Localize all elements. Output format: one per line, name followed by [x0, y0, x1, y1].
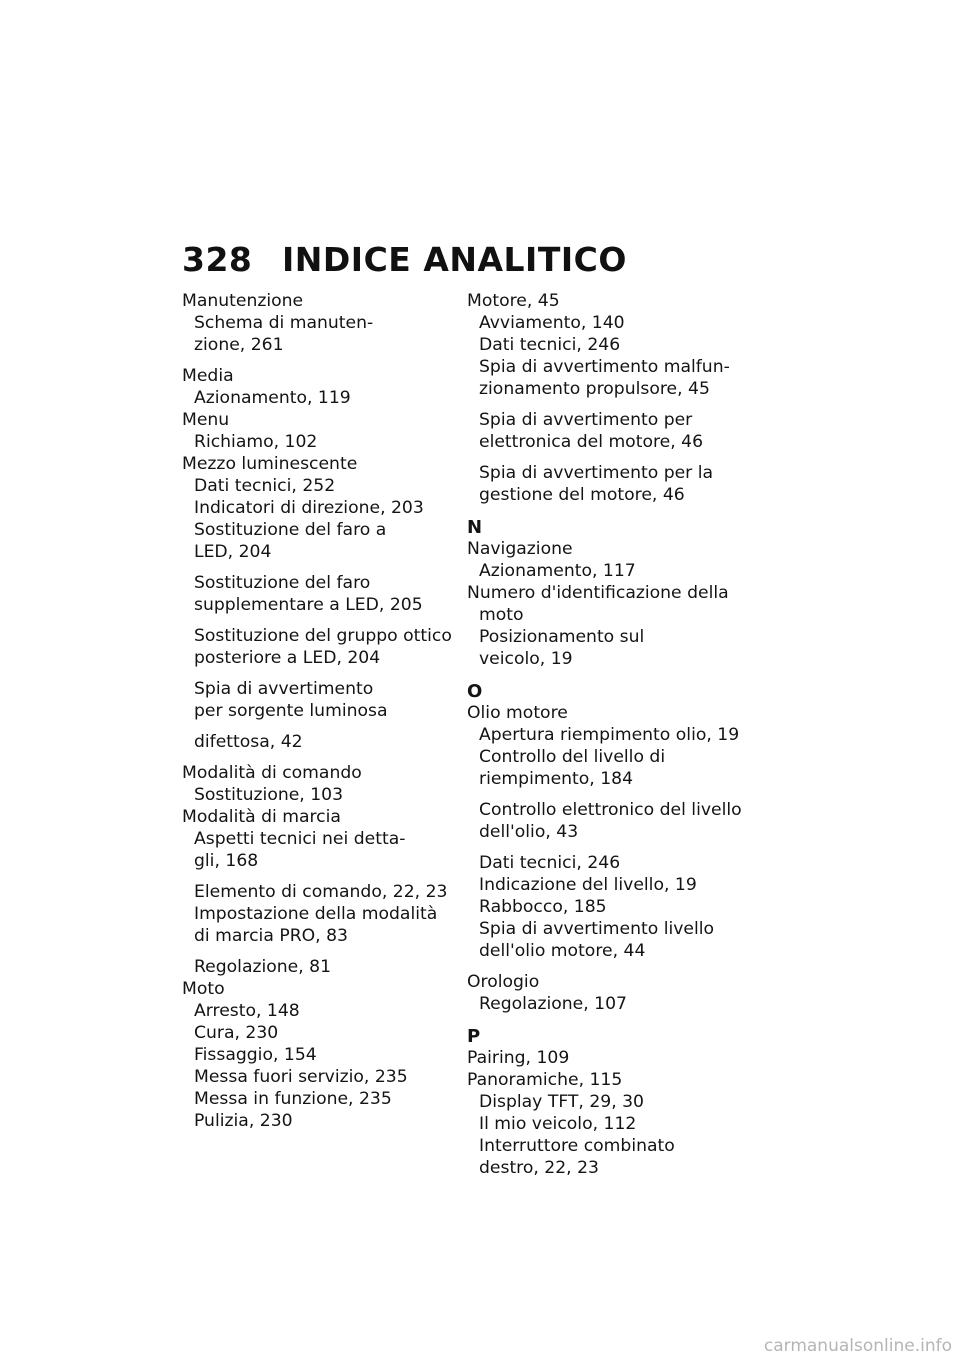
- index-entry: Orologio: [467, 972, 540, 992]
- index-subentry: Dati tecnici, 246: [479, 335, 621, 355]
- index-subentry: Dati tecnici, 246: [479, 853, 621, 873]
- page-header: [182, 240, 627, 279]
- index-subentry: riempimento, 184: [479, 769, 634, 789]
- index-subentry: Posizionamento sul: [479, 627, 645, 647]
- index-entry: Moto: [182, 979, 225, 999]
- index-entry: Olio motore: [467, 703, 568, 723]
- index-subentry: gli, 168: [194, 851, 259, 871]
- index-subentry: Cura, 230: [194, 1023, 279, 1043]
- index-subentry: Indicazione del livello, 19: [479, 875, 697, 895]
- index-subentry: Indicatori di direzione, 203: [194, 498, 424, 518]
- index-subentry: Avviamento, 140: [479, 313, 625, 333]
- index-subentry: Sostituzione del gruppo ottico: [194, 626, 452, 646]
- index-entry: Motore, 45: [467, 291, 560, 311]
- index-subentry: Azionamento, 117: [479, 561, 636, 581]
- index-subentry: zione, 261: [194, 335, 284, 355]
- index-subentry: Interruttore combinato: [479, 1136, 675, 1156]
- index-subentry: dell'olio, 43: [479, 822, 579, 842]
- index-entry: Manutenzione: [182, 291, 304, 311]
- index-subentry: di marcia PRO, 83: [194, 926, 348, 946]
- index-subentry: Pulizia, 230: [194, 1111, 293, 1131]
- index-entry: Panoramiche, 115: [467, 1070, 623, 1090]
- index-subentry: elettronica del motore, 46: [479, 432, 704, 452]
- index-subentry: Rabbocco, 185: [479, 897, 607, 917]
- index-subentry: Azionamento, 119: [194, 388, 351, 408]
- index-subentry: Il mio veicolo, 112: [479, 1114, 637, 1134]
- section-letter: P: [467, 1026, 481, 1047]
- index-subentry: Spia di avvertimento: [194, 679, 374, 699]
- index-entry: Modalità di comando: [182, 763, 362, 783]
- index-subentry: moto: [479, 605, 524, 625]
- index-entry: Menu: [182, 410, 230, 430]
- index-subentry: Impostazione della modalità: [194, 904, 438, 924]
- watermark: carmanualsonline.info: [763, 1336, 952, 1356]
- index-subentry: Sostituzione del faro: [194, 573, 371, 593]
- page-title: INDICE ANALITICO: [282, 240, 627, 279]
- index-subentry: Controllo elettronico del livello: [479, 800, 742, 820]
- index-subentry: Display TFT, 29, 30: [479, 1092, 644, 1112]
- index-subentry: Messa in funzione, 235: [194, 1089, 392, 1109]
- index-subentry: Spia di avvertimento per la: [479, 463, 714, 483]
- index-subentry: Regolazione, 107: [479, 994, 627, 1014]
- index-subentry: zionamento propulsore, 45: [479, 379, 710, 399]
- index-entry: Navigazione: [467, 539, 573, 559]
- index-subentry: Regolazione, 81: [194, 957, 332, 977]
- index-column-left: [182, 292, 452, 1131]
- index-subentry: difettosa, 42: [194, 732, 303, 752]
- index-entry: Media: [182, 366, 234, 386]
- index-subentry: Sostituzione, 103: [194, 785, 344, 805]
- index-entry: Pairing, 109: [467, 1048, 570, 1068]
- index-subentry: Sostituzione del faro a: [194, 520, 387, 540]
- index-subentry: Spia di avvertimento malfun-: [479, 357, 730, 377]
- index-subentry: destro, 22, 23: [479, 1158, 599, 1178]
- index-subentry: LED, 204: [194, 542, 272, 562]
- index-subentry: Aspetti tecnici nei detta-: [194, 829, 406, 849]
- index-subentry: Elemento di comando, 22, 23: [194, 882, 448, 902]
- index-subentry: Apertura riempimento olio, 19: [479, 725, 740, 745]
- index-entry: Modalità di marcia: [182, 807, 341, 827]
- index-subentry: Fissaggio, 154: [194, 1045, 317, 1065]
- section-letter: N: [467, 517, 483, 538]
- index-subentry: Schema di manuten-: [194, 313, 374, 333]
- index-entry: Numero d'identificazione della: [467, 583, 729, 603]
- index-subentry: veicolo, 19: [479, 649, 573, 669]
- index-subentry: dell'olio motore, 44: [479, 941, 646, 961]
- index-subentry: Messa fuori servizio, 235: [194, 1067, 408, 1087]
- page-number: 328: [182, 240, 253, 279]
- index-column-right: [467, 292, 757, 1178]
- index-subentry: posteriore a LED, 204: [194, 648, 381, 668]
- index-subentry: Spia di avvertimento per: [479, 410, 693, 430]
- index-subentry: Spia di avvertimento livello: [479, 919, 715, 939]
- index-subentry: Arresto, 148: [194, 1001, 300, 1021]
- index-subentry: Richiamo, 102: [194, 432, 318, 452]
- index-subentry: Controllo del livello di: [479, 747, 666, 767]
- index-subentry: supplementare a LED, 205: [194, 595, 423, 615]
- index-entry: Mezzo luminescente: [182, 454, 358, 474]
- index-subentry: Dati tecnici, 252: [194, 476, 336, 496]
- section-letter: O: [467, 681, 483, 702]
- index-subentry: per sorgente luminosa: [194, 701, 388, 721]
- index-subentry: gestione del motore, 46: [479, 485, 685, 505]
